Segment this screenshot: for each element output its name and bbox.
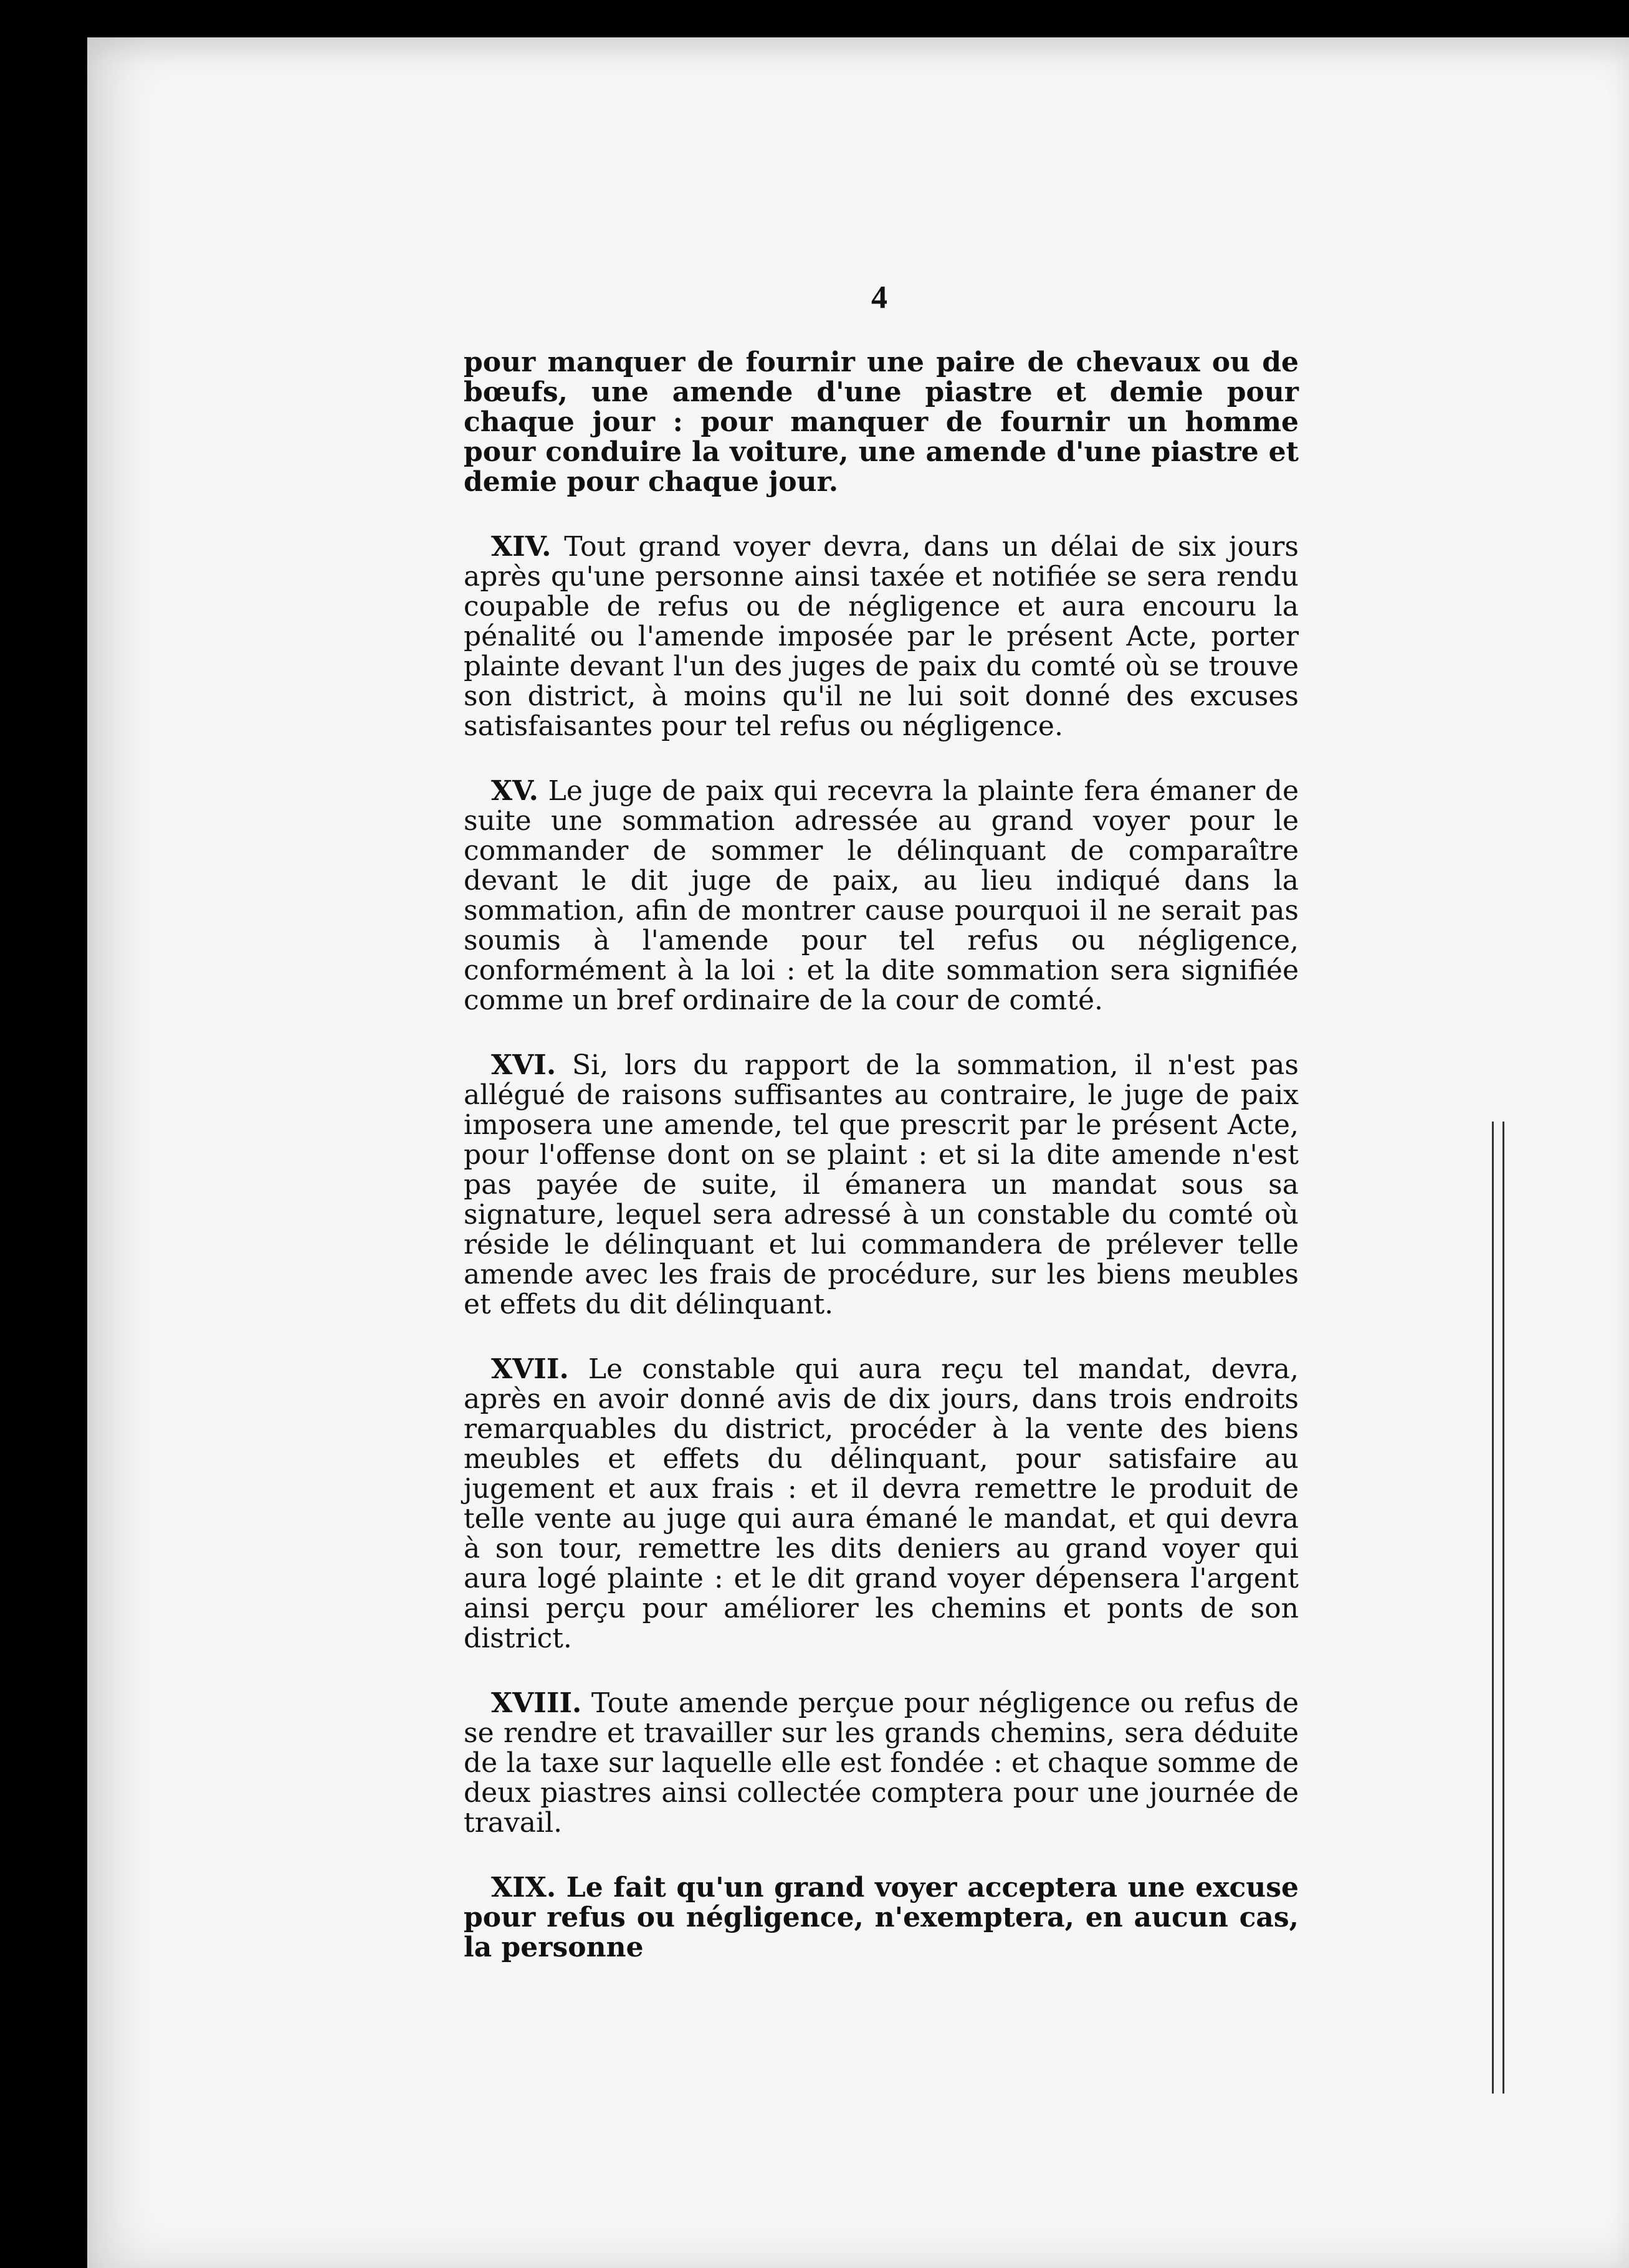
article-numeral: XIV. — [491, 531, 552, 563]
article-xviii — [464, 1689, 1299, 1838]
document-body — [464, 348, 1299, 1963]
paragraph-text: Toute amende perçue pour négligence ou refus de se rendre et travailler sur les grands chemins, sera déduite de la taxe sur laquelle elle est fondée : et chaque somme de deux piastres ainsi collectée comptera pour une journée de travail. — [464, 1687, 1299, 1839]
article-numeral: XVI. — [491, 1049, 557, 1081]
page-edge-mark — [1492, 1122, 1504, 2094]
paragraph-text: Si, lors du rapport de la sommation, il n'est pas allégué de raisons suffisantes au contraire, le juge de paix imposera une amende, tel que prescrit par le présent Acte, pour l'offense dont on se plaint : et si la dite amende n'est pas payée de suite, il émanera un mandat sous sa signature, lequel sera adressé à un constable du comté où réside le délinquant et lui commandera de prélever telle amende avec les frais de procédure, sur les biens meubles et effets du dit délinquant. — [464, 1049, 1299, 1320]
article-xiv — [464, 532, 1299, 741]
article-numeral: XVIII. — [491, 1687, 582, 1719]
article-xv — [464, 776, 1299, 1016]
paragraph-continuation — [464, 348, 1299, 497]
article-xix — [464, 1873, 1299, 1963]
page-number: 4 — [871, 280, 887, 315]
article-numeral: XVII. — [491, 1353, 569, 1385]
paragraph-text: Le fait qu'un grand voyer acceptera une excuse pour refus ou négligence, n'exemptera, en aucun cas, la personne — [464, 1872, 1299, 1963]
paragraph-text: pour manquer de fournir une paire de chevaux ou de bœufs, une amende d'une piastre et demie pour chaque jour : pour manquer de fournir un homme pour conduire la voiture, une amende d'une piastre et demie pour chaque jour. — [464, 346, 1299, 498]
article-numeral: XV. — [491, 775, 538, 807]
paragraph-text: Tout grand voyer devra, dans un délai de six jours après qu'une personne ainsi taxée et notifiée se sera rendu coupable de refus ou de négligence et aura encouru la pénalité ou l'amende imposée par le présent Acte, porter plainte devant l'un des juges de paix du comté où se trouve son district, à moins qu'il ne lui soit donné des excuses satisfaisantes pour tel refus ou négligence. — [464, 531, 1299, 742]
article-xvi — [464, 1051, 1299, 1320]
paragraph-text: Le juge de paix qui recevra la plainte fera émaner de suite une sommation adressée au grand voyer pour le commander de sommer le délinquant de comparaître devant le dit juge de paix, au lieu indiqué dans la sommation, afin de montrer cause pourquoi il ne serait pas soumis à l'amende pour tel refus ou négligence, conformément à la loi : et la dite sommation sera signifiée comme un bref ordinaire de la cour de comté. — [464, 775, 1299, 1016]
article-numeral: XIX. — [491, 1872, 557, 1904]
paragraph-text: Le constable qui aura reçu tel mandat, devra, après en avoir donné avis de dix jours, dans trois endroits remarquables du district, procéder à la vente des biens meubles et effets du délinquant, pour satisfaire au jugement et aux frais : et il devra remettre le produit de telle vente au juge qui aura émané le mandat, et qui devra à son tour, remettre les dits deniers au grand voyer qui aura logé plainte : et le dit grand voyer dépensera l'argent ainsi perçu pour améliorer les chemins et ponts de son district. — [464, 1353, 1299, 1654]
article-xvii — [464, 1355, 1299, 1654]
